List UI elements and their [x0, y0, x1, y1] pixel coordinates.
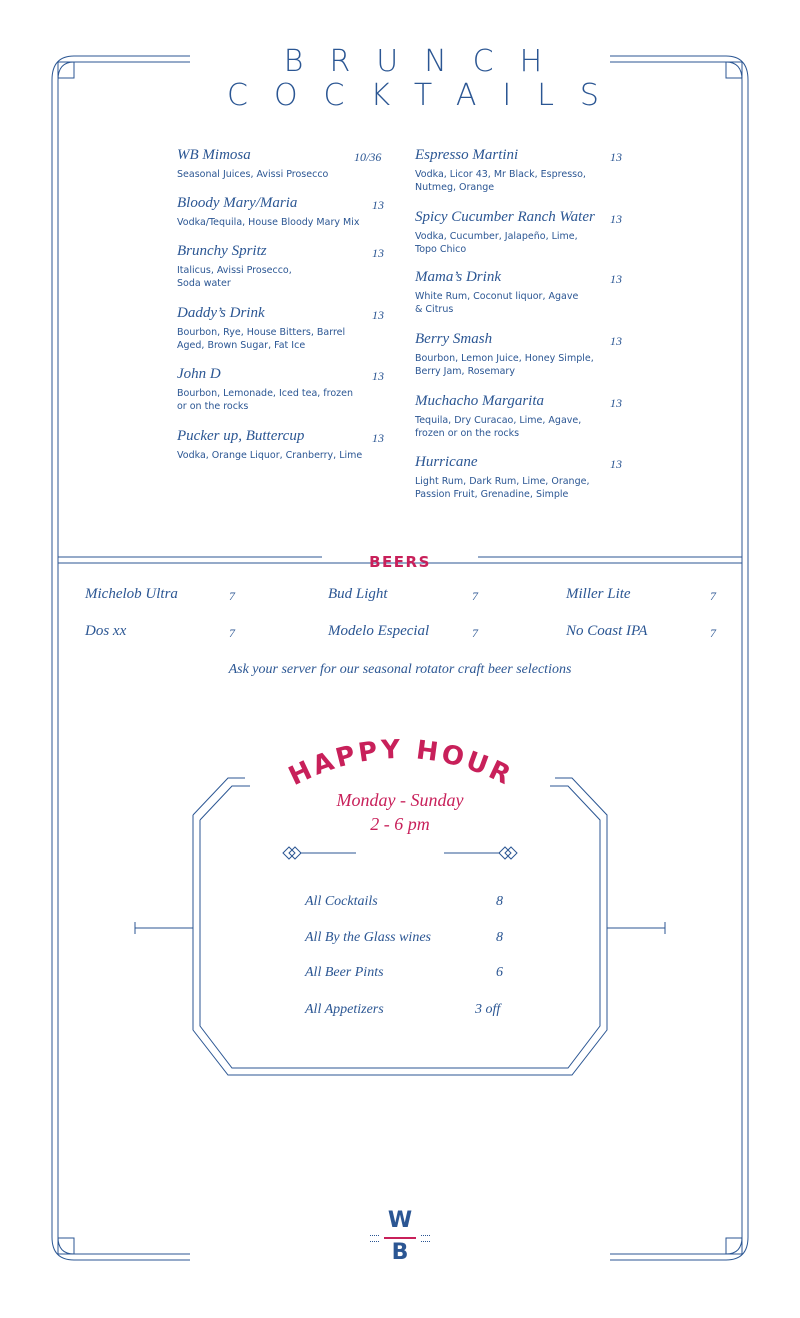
item-description: Vodka, Licor 43, Mr Black, Espresso, Nutmeg, Orange: [415, 169, 586, 193]
menu-item: [415, 331, 594, 378]
beer-name: Miller Lite: [566, 586, 631, 602]
item-description: Light Rum, Dark Rum, Lime, Orange, Passion Fruit, Grenadine, Simple: [415, 476, 590, 500]
logo-letter-b: B: [391, 1240, 409, 1265]
beers-heading: BEERS: [369, 553, 431, 571]
happy-hour-item-price: 3 off: [475, 1002, 501, 1017]
beer-name: Bud Light: [328, 586, 388, 602]
item-name: Spicy Cucumber Ranch Water: [415, 209, 595, 225]
happy-hour-hours: 2 - 6 pm: [370, 814, 430, 834]
item-name: Daddy’s Drink: [177, 305, 265, 321]
happy-hour-days: Monday - Sunday: [336, 790, 464, 810]
beer-price: 7: [710, 626, 716, 640]
menu-item: [177, 243, 292, 290]
logo-divider: [384, 1237, 416, 1239]
happy-hour-item-price: 8: [496, 930, 503, 945]
item-name: Muchacho Margarita: [415, 393, 545, 409]
item-description: Vodka/Tequila, House Bloody Mary Mix: [177, 217, 360, 228]
item-name: Brunchy Spritz: [177, 243, 267, 259]
item-price: 13: [372, 308, 384, 322]
beer-name: No Coast IPA: [566, 623, 648, 639]
item-description: Bourbon, Lemonade, Iced tea, frozen or on the rocks: [177, 388, 354, 412]
logo-letter-w: W: [387, 1208, 413, 1233]
beer-price: 7: [710, 589, 716, 603]
item-description: Vodka, Orange Liquor, Cranberry, Lime: [177, 450, 363, 461]
item-price: 13: [372, 246, 384, 260]
menu-item: [177, 366, 353, 413]
item-price: 13: [610, 150, 622, 164]
item-name: Berry Smash: [415, 331, 493, 347]
item-name: Bloody Mary/Maria: [177, 195, 298, 211]
item-name: John D: [177, 366, 221, 382]
happy-hour-item-name: All Appetizers: [305, 1002, 384, 1017]
beer-name: Modelo Especial: [328, 623, 430, 639]
menu-item: [415, 393, 581, 440]
item-name: Pucker up, Buttercup: [177, 428, 305, 444]
beer-price: 7: [472, 626, 478, 640]
item-price: 13: [610, 396, 622, 410]
item-price: 13: [372, 198, 384, 212]
happy-hour-title: HAPPY HOUR: [284, 734, 518, 793]
beer-name: Michelob Ultra: [85, 586, 178, 602]
item-description: White Rum, Coconut liquor, Agave & Citrus: [415, 291, 579, 315]
beer-name: Dos xx: [85, 623, 127, 639]
item-price: 13: [372, 431, 384, 445]
menu-item: [415, 454, 589, 501]
item-description: Vodka, Cucumber, Jalapeño, Lime, Topo Chico: [415, 231, 578, 255]
item-description: Seasonal Juices, Avissi Prosecco: [177, 169, 329, 180]
item-price: 13: [610, 334, 622, 348]
item-description: Italicus, Avissi Prosecco, Soda water: [177, 265, 292, 289]
menu-item: [177, 305, 345, 352]
happy-hour-item-name: All Beer Pints: [305, 965, 384, 980]
item-description: Bourbon, Lemon Juice, Honey Simple, Berry Jam, Rosemary: [415, 353, 594, 377]
item-price: 13: [610, 457, 622, 471]
menu-item: [415, 147, 586, 194]
item-name: WB Mimosa: [177, 147, 251, 163]
item-price: 13: [610, 272, 622, 286]
item-description: Tequila, Dry Curacao, Lime, Agave, frozen or on the rocks: [415, 415, 582, 439]
item-name: Mama’s Drink: [415, 269, 501, 285]
wb-logo: [368, 1208, 432, 1270]
beer-price: 7: [472, 589, 478, 603]
menu-title-line2: COCKTAILS: [227, 78, 625, 113]
item-price: 10/36: [354, 150, 382, 164]
happy-hour-item-price: 6: [496, 965, 503, 980]
menu-item: [177, 147, 328, 181]
happy-hour-item-price: 8: [496, 894, 503, 909]
menu-title-line1: BRUNCH: [283, 44, 569, 79]
menu-item: [415, 209, 595, 256]
happy-hour-item-name: All By the Glass wines: [305, 930, 431, 945]
beer-price: 7: [229, 589, 235, 603]
menu-item: [177, 195, 359, 229]
menu-item: [415, 269, 578, 316]
item-price: 13: [610, 212, 622, 226]
item-description: Bourbon, Rye, House Bitters, Barrel Aged, Brown Sugar, Fat Ice: [177, 327, 346, 351]
happy-hour-item-name: All Cocktails: [305, 894, 378, 909]
menu-item: [177, 428, 362, 462]
item-price: 13: [372, 369, 384, 383]
beer-note: Ask your server for our seasonal rotator craft beer selections: [228, 662, 572, 677]
beer-price: 7: [229, 626, 235, 640]
item-name: Espresso Martini: [415, 147, 519, 163]
svg-text:HAPPY HOUR: [284, 735, 517, 792]
item-name: Hurricane: [415, 454, 478, 470]
